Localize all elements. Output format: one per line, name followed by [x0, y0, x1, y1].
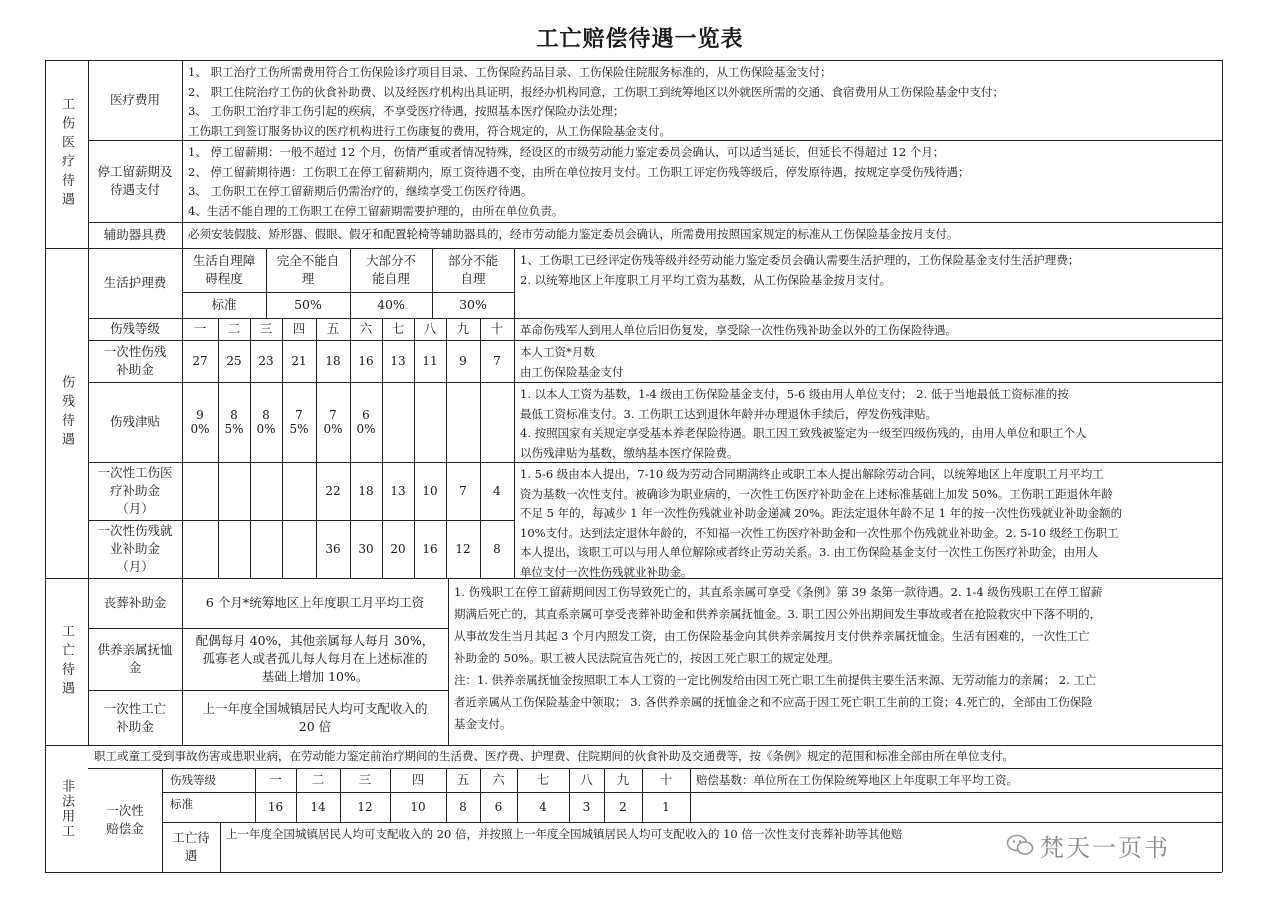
subsidy-notes-line: 单位支付一次性伤残就业补助金。 [520, 564, 693, 578]
medical-fee-text [182, 60, 1222, 140]
illegal-grade-cell: 三 [358, 772, 372, 787]
death-notes-line: 补助金的 50%。职工被人民法院宣告死亡的，按因工死亡职工的规定处理。 [454, 651, 840, 665]
medical-fee-label: 医疗费用 [109, 92, 160, 107]
grade-note: 革命伤残军人到用人单位后旧伤复发，享受除一次性伤残补助金以外的工伤保险待遇。 [520, 323, 957, 337]
subsidy-notes-line: 本人提出，该职工可以与用人单位解除或者终止劳动关系。3. 由工伤保险基金支付一次性工伤医疗补助金，由用人 [520, 545, 1099, 559]
illegal-standard-label: 标准 [170, 797, 193, 811]
death-notes-line: 从事故发生当月其起 3 个月内照发工资，由工伤保险基金向其供养亲属按月支付供养亲属抚恤金。生活有困难的，一次性工亡 [454, 629, 1090, 643]
grade-header-cell: 四 [292, 321, 306, 336]
illegal-grade-cell: 四 [411, 772, 425, 787]
medical-subsidy-value: 10 [422, 484, 438, 498]
illegal-grade-cell: 五 [456, 772, 470, 787]
care-standard-value: 40% [377, 297, 405, 312]
illegal-standard-value: 16 [267, 800, 284, 814]
illegal-standard-value: 3 [582, 800, 591, 814]
allowance-value: 85% [224, 408, 244, 436]
illegal-grade-cell: 八 [580, 772, 593, 787]
table-rule [340, 768, 341, 822]
subsidy-notes-line: 不足 5 年的，每减少 1 年一次性伤残就业补助金递减 20%。距法定退休年龄不足 1 年的按一次性伤残就业补助金额的 [520, 506, 1123, 520]
table-rule [255, 768, 256, 822]
allowance-notes [514, 382, 1222, 462]
medical-subsidy-value: 7 [459, 484, 467, 498]
allowance-notes-line: 1. 以本人工资为基数，1-4 级由工伤保险基金支付，5-6 级由用人单位支付； 2. 低于当地最低工资标准的按 [520, 387, 1069, 401]
once-subsidy-value: 21 [291, 354, 307, 368]
grade-header-cell: 九 [456, 321, 470, 336]
grade-header-cell: 二 [227, 321, 241, 336]
support-text-line: 基础上增加 10%。 [261, 669, 369, 684]
allowance-notes-line: 以伤残津贴为基数，缴纳基本医疗保险费。 [520, 445, 739, 460]
table-rule [296, 768, 297, 822]
watermark: 梵天一页书 [1040, 834, 1170, 862]
once-subsidy-notes [514, 340, 1222, 382]
stop-work-text [182, 140, 1222, 222]
aid-fee-text: 必须安装假肢、矫形器、假眼、假牙和配置轮椅等辅助器具的，经市劳动能力鉴定委员会确认，所需费用按照国家规定的标准从工伤保险基金按月支付。 [188, 227, 959, 241]
death-notes-line: 期满后死亡的，其直系亲属可享受丧葬补助金和供养亲属抚恤金。3. 职工因公外出期间发生事故或者在抢险救灾中下落不明的， [454, 607, 1102, 621]
illegal-standard-value: 6 [494, 800, 503, 814]
illegal-grade-cell: 二 [311, 772, 325, 787]
grade-header-cell: 七 [391, 321, 405, 336]
death-notes-line: 1. 伤残职工在停工留薪期间因工伤导致死亡的，其直系亲属可享受《条例》第 39 条第一款待遇。2. 1-4 级伤残职工在停工留薪 [454, 585, 1103, 599]
grade-header-cell: 五 [326, 321, 340, 336]
funeral-label: 丧葬补助金 [103, 595, 167, 610]
support-text [182, 628, 448, 690]
care-notes-line: 2. 以统筹地区上年度职工月平均工资为基数，从工伤保险基金按月支付。 [520, 272, 892, 287]
job-subsidy-value: 12 [455, 542, 471, 556]
illegal-death-text: 上一年度全国城镇居民人均可支配收入的 20 倍，并按照上一年度全国城镇居民人均可支配收入的 10 倍一次性支付丧葬补助等其他赔 [226, 827, 903, 841]
illegal-grade-cell: 七 [536, 772, 550, 787]
care-standard-label: 标准 [211, 297, 237, 312]
medical-fee-text-line: 1、 职工治疗工伤所需费用符合工伤保险诊疗项目目录、工伤保险药品目录、工伤保险住院服务标准的，从工伤保险基金支付； [188, 65, 832, 79]
s1-section-label: 工伤医疗待遇 [59, 97, 74, 211]
table-rule [517, 768, 518, 822]
grade-header-cell: 一 [193, 321, 207, 336]
subsidy-notes-line: 10%支付。达到法定退休年龄的，不知福一次性工伤医疗补助金和一次性那个伤残就业补助金。2. 5-10 级经工伤职工 [520, 525, 1119, 540]
job-subsidy-value: 16 [422, 542, 438, 556]
care-header-cell: 完全不能自理 [276, 253, 340, 286]
once-subsidy-value: 18 [325, 354, 341, 368]
grade-header-cell: 三 [259, 321, 273, 336]
once-subsidy-value: 11 [422, 354, 438, 368]
death-subsidy-label: 一次性工亡补助金 [103, 700, 167, 734]
table-rule [480, 768, 481, 822]
table-rule [446, 768, 447, 822]
illegal-standard-value: 8 [459, 800, 467, 814]
job-subsidy-value: 30 [358, 542, 374, 556]
death-notes [448, 578, 1222, 745]
illegal-grade-label: 伤残等级 [170, 773, 216, 787]
death-notes-line: 注：1. 供养亲属抚恤金按照职工本人工资的一定比例发给由因工死亡职工生前提供主要生活来源、无劳动能力的亲属； 2. 工亡 [454, 673, 1097, 687]
illegal-grade-cell: 九 [616, 772, 630, 787]
care-fee-label: 生活护理费 [103, 275, 167, 290]
wechat-icon [1006, 834, 1034, 856]
care-notes-line: 1、工伤职工已经评定伤残等级并经劳动能力鉴定委员会确认需要生活护理的，工伤保险基金支付生活护理费； [520, 253, 1080, 267]
death-subsidy-text-line: 20 倍 [298, 718, 332, 734]
illegal-standard-value: 14 [310, 800, 326, 814]
care-header-cell: 大部分不能自理 [365, 253, 416, 286]
funeral-text: 6 个月*统筹地区上年度职工月平均工资 [205, 595, 425, 610]
illegal-grade-cell: 六 [492, 772, 505, 787]
subsidy-notes-line: 1. 5-6 级由本人提出，7-10 级为劳动合同期满终止或职工本人提出解除劳动合同，以统筹地区上年度职工月平均工 [520, 467, 1104, 481]
aid-fee-label: 辅助器具费 [103, 227, 167, 242]
care-notes [514, 248, 1222, 318]
allowance-value: 70% [323, 408, 343, 436]
care-standard-value: 30% [459, 297, 487, 312]
illegal-grade-cell: 十 [659, 772, 673, 787]
once-subsidy-notes-line: 由工伤保险基金支付 [520, 364, 624, 379]
allowance-notes-line: 4. 按照国家有关规定享受基本养老保险待遇。职工因工致残被鉴定为一级至四级伤残的，由用人单位和职工个人 [520, 426, 1087, 440]
medical-subsidy-value: 22 [325, 484, 341, 498]
subsidy-notes [514, 462, 1222, 578]
support-text-line: 配偶每月 40%，其他亲属每人每月 30%， [195, 633, 435, 648]
once-subsidy-value: 9 [459, 354, 467, 368]
base-note: 赔偿基数：单位所在工伤保险统筹地区上年度职工年平均工资。 [696, 773, 1018, 787]
care-header-cell: 部分不能自理 [447, 253, 498, 286]
grade-header-cell: 十 [490, 321, 504, 336]
s2-section-label: 伤残待遇 [59, 375, 74, 451]
stop-work-text-line: 3、 工伤职工在停工留薪期后仍需治疗的，继续享受工伤医疗待遇。 [188, 184, 533, 198]
medical-fee-text-line: 3、 工伤职工治疗非工伤引起的疾病，不享受医疗待遇，按照基本医疗保险办法处理； [188, 104, 625, 118]
medical-fee-text-line: 2、 职工住院治疗工伤的伙食补助费、以及经医疗机构出具证明，报经办机构同意，工伤职工到统筹地区以外就医所需的交通、食宿费用从工伤保险基金中支付； [188, 84, 1004, 99]
table-rule [390, 768, 391, 822]
once-subsidy-notes-line: 本人工资*月数 [520, 345, 595, 359]
care-standard-value: 50% [294, 297, 322, 312]
page-title: 工亡赔偿待遇一览表 [536, 26, 744, 52]
medical-subsidy-value: 13 [390, 484, 406, 498]
illegal-standard-value: 1 [662, 800, 670, 814]
care-header-cell: 生活自理障碍程度 [192, 253, 256, 286]
allowance-value: 60% [356, 408, 376, 436]
compensation-label: 一次性赔偿金 [106, 803, 144, 836]
allowance-value: 90% [190, 408, 210, 436]
illegal-employment-text: 职工或童工受到事故伤害或患职业病，在劳动能力鉴定前治疗期间的生活费、医疗费、护理费、住院期间的伙食补助及交通费等，按《条例》规定的范围和标准全部由所在单位支付。 [94, 749, 1014, 763]
subsidy-notes-line: 资为基数一次性支付。被确诊为职业病的，一次性工伤医疗补助金在上述标准基础上加发 50%。工伤职工距退休年龄 [520, 486, 1113, 501]
death-subsidy-text [182, 690, 448, 745]
stop-work-text-line: 2、 停工留薪期待遇：工伤职工在停工留薪期内，原工资待遇不变，由所在单位按月支付。工伤职工评定伤残等级后，停发原待遇，按规定享受伤残待遇； [188, 164, 970, 179]
medical-fee-text-line: 工伤职工到签订服务协议的医疗机构进行工伤康复的费用，符合规定的，从工伤保险基金支付。 [188, 123, 671, 138]
stop-work-text-line: 1、 停工留薪期：一般不超过 12 个月，伤情严重或者情况特殊，经设区的市级劳动能力鉴定委员会确认，可以适当延长，但延长不得超过 12 个月； [188, 145, 945, 159]
allowance-label: 伤残津贴 [109, 414, 160, 429]
illegal-standard-value: 10 [410, 800, 426, 814]
table-rule [1222, 60, 1223, 872]
stop-work-text-line: 4、生活不能自理的工伤职工在停工留薪期需要护理的，由所在单位负责。 [188, 203, 564, 218]
job-subsidy-label: 一次性伤残就业补助金（月） [97, 523, 173, 574]
job-subsidy-value: 8 [493, 542, 501, 556]
once-subsidy-value: 16 [358, 354, 374, 368]
table-rule [604, 768, 605, 822]
once-subsidy-label: 一次性伤残补助金 [103, 344, 167, 377]
support-text-line: 孤寡老人或者孤儿每人每月在上述标准的 [202, 651, 428, 666]
illegal-standard-value: 2 [619, 800, 627, 814]
illegal-grade-cell: 一 [269, 772, 282, 787]
allowance-notes-line: 最低工资标准支付。3. 工伤职工达到退休年龄并办理退休手续后，停发伤残津贴。 [520, 406, 938, 421]
table-rule [45, 872, 1222, 873]
grade-header-cell: 六 [359, 321, 373, 336]
death-notes-line: 基金支付。 [454, 717, 512, 731]
allowance-value: 75% [289, 408, 309, 436]
job-subsidy-value: 36 [325, 542, 341, 556]
once-subsidy-value: 23 [258, 354, 274, 368]
table-rule [569, 768, 570, 822]
support-label: 供养亲属抚恤金 [97, 642, 173, 675]
grade-label: 伤残等级 [109, 321, 160, 336]
job-subsidy-value: 20 [390, 542, 406, 556]
s4-section-label: 非法用工 [59, 778, 74, 839]
death-notes-line: 者近亲属从工伤保险基金中领取； 3. 各供养亲属的抚恤金之和不应高于因工死亡职工生前的工资；4.死亡的，全部由工伤保险 [454, 695, 1093, 709]
medical-subsidy-value: 18 [358, 484, 374, 498]
stop-work-label: 停工留薪期及待遇支付 [97, 164, 173, 197]
illegal-death-label: 工亡待遇 [172, 830, 210, 863]
medical-subsidy-label: 一次性工伤医疗补助金（月） [97, 465, 173, 516]
grade-header-cell: 八 [423, 321, 437, 336]
death-subsidy-text-line: 上一年度全国城镇居民人均可支配收入的 [202, 700, 428, 716]
once-subsidy-value: 27 [192, 354, 208, 368]
medical-subsidy-value: 4 [493, 484, 501, 498]
once-subsidy-value: 7 [493, 354, 501, 368]
once-subsidy-value: 13 [390, 354, 406, 368]
illegal-standard-value: 12 [357, 800, 373, 814]
illegal-standard-value: 4 [539, 800, 547, 814]
s3-section-label: 工亡待遇 [59, 623, 74, 700]
allowance-value: 80% [256, 408, 276, 436]
table-rule [642, 768, 643, 822]
once-subsidy-value: 25 [226, 354, 242, 368]
